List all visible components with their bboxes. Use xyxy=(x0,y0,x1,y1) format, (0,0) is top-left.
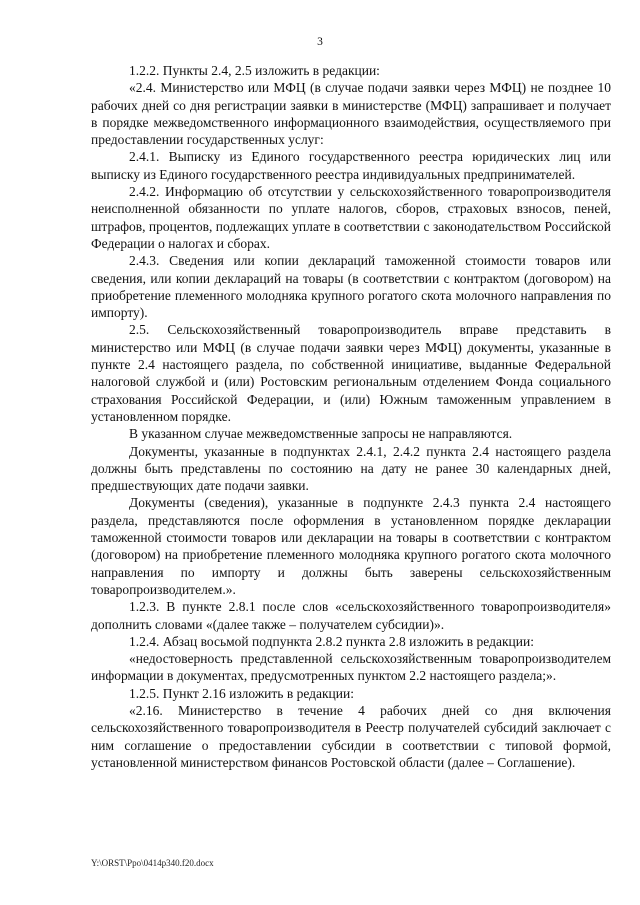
document-body xyxy=(91,62,611,771)
paragraph-1-2-3: 1.2.3. В пункте 2.8.1 после слов «сельскохозяйственного товаропроизводителя» дополнить словами «(далее также – получателем субсидии)». xyxy=(91,599,611,632)
page-number: 3 xyxy=(317,36,323,48)
paragraph-1-2-2: 1.2.2. Пункты 2.4, 2.5 изложить в редакции: xyxy=(129,63,380,78)
paragraph-1-2-5: 1.2.5. Пункт 2.16 изложить в редакции: xyxy=(129,685,354,701)
paragraph-2-5: 2.5. Сельскохозяйственный товаропроизводитель вправе представить в министерство или МФЦ (в случае подачи заявки через МФЦ) документы, указанные в пункте 2.4 настоящего раздела, по собственной инициативе, выданные Федеральной налоговой службой и (или) Ростовским региональным отделением Фонда социального страхования Российской Федерации, и (или) Южным таможенным управлением в установленном порядке. xyxy=(91,322,611,424)
footer-file-path: Y:\ORST\Ppo\0414p340.f20.docx xyxy=(91,858,214,868)
paragraph-2-4: «2.4. Министерство или МФЦ (в случае подачи заявки через МФЦ) не позднее 10 рабочих дней со дня регистрации заявки в министерстве (МФЦ) запрашивает и получает в порядке межведомственного информационного взаимодействия, осуществляемого при предоставлении государственных услуг: xyxy=(91,80,611,148)
paragraph-1-2-4: 1.2.4. Абзац восьмой подпункта 2.8.2 пункта 2.8 изложить в редакции: xyxy=(129,633,534,649)
paragraph-documents-date: Документы, указанные в подпунктах 2.4.1, 2.4.2 пункта 2.4 настоящего раздела должны быть представлены по состоянию на дату не ранее 30 календарных дней, предшествующих дате подачи заявки. xyxy=(91,443,611,494)
paragraph-no-requests: В указанном случае межведомственные запросы не направляются. xyxy=(129,426,513,442)
paragraph-2-16: «2.16. Министерство в течение 4 рабочих дней со дня включения сельскохозяйственного товаропроизводителя в Реестр получателей субсидий заключает с ним соглашение о предоставлении субсидии в соответствии с типовой формой, установленной министерством финансов Ростовской области (далее – Соглашение). xyxy=(91,702,611,770)
paragraph-quote-unreliability: «недостоверность представленной сельскохозяйственным товаропроизводителем информации в документах, предусмотренных пунктом 2.2 настоящего раздела;». xyxy=(91,651,611,684)
paragraph-2-4-2: 2.4.2. Информацию об отсутствии у сельскохозяйственного товаропроизводителя неисполненной обязанности по уплате налогов, сборов, страховых взносов, пеней, штрафов, процентов, подлежащих уплате в соответствии с законодательством Российской Федерации о налогах и сборах. xyxy=(91,184,611,251)
paragraph-2-4-1: 2.4.1. Выписку из Единого государственного реестра юридических лиц или выписку из Единого государственного реестра индивидуальных предпринимателей. xyxy=(91,149,611,182)
paragraph-documents-info: Документы (сведения), указанные в подпункте 2.4.3 пункта 2.4 настоящего раздела, представляются после оформления в установленном порядке декларации таможенной стоимости товаров или декларации на товары в соответствии с контрактом (договором) на приобретение племенного молодняка крупного рогатого скота молочного направления по импорту и должны быть заверены сельскохозяйственным товаропроизводителем.». xyxy=(91,495,611,597)
paragraph-2-4-3: 2.4.3. Сведения или копии деклараций таможенной стоимости товаров или сведения, или копии деклараций на товары (в соответствии с контрактом (договором) на приобретение племенного молодняка крупного рогатого скота молочного направления по импорту). xyxy=(91,253,611,321)
